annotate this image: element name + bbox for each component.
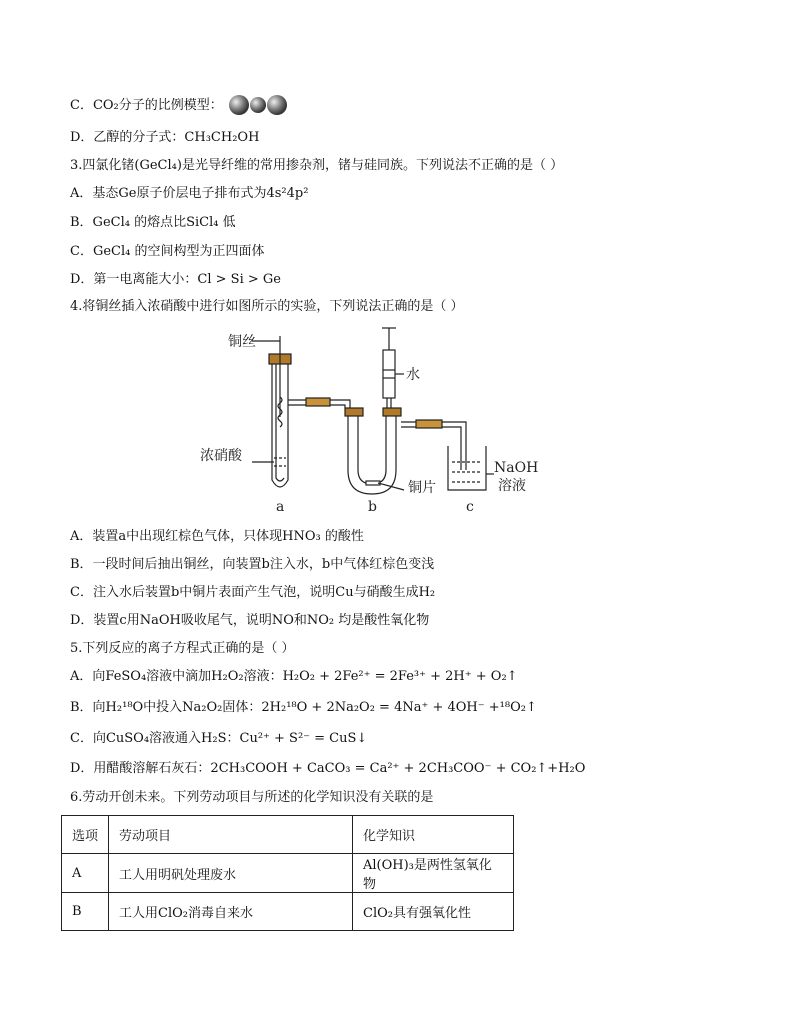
label-conc-nitric-acid: 浓硝酸 xyxy=(200,448,242,464)
table-row xyxy=(62,893,514,931)
table-header-cell: 化学知识 xyxy=(353,816,514,854)
option-c-co2: C．CO₂分子的比例模型： xyxy=(70,98,223,113)
co2-model-image xyxy=(228,93,288,117)
q4-option-c: C．注入水后装置b中铜片表面产生气泡，说明Cu与硝酸生成H₂ xyxy=(70,585,436,600)
question-5: 5.下列反应的离子方程式正确的是（ ） xyxy=(70,641,295,656)
label-b: b xyxy=(368,499,377,515)
option-d-ethanol: D．乙醇的分子式：CH₃CH₂OH xyxy=(70,130,260,145)
q4-option-a: A．装置a中出现红棕色气体，只体现HNO₃ 的酸性 xyxy=(70,529,364,544)
label-water: 水 xyxy=(406,367,420,383)
table-row xyxy=(62,854,514,893)
table-cell: A xyxy=(62,854,109,893)
label-c: c xyxy=(466,499,474,515)
table-cell: 工人用明矾处理废水 xyxy=(109,854,353,893)
table-cell: Al(OH)₃是两性氢氧化物 xyxy=(353,854,514,893)
q3-option-a: A．基态Ge原子价层电子排布式为4s²4p² xyxy=(70,186,309,201)
q3-option-d: D．第一电离能大小：Cl > Si > Ge xyxy=(70,272,281,287)
label-a: a xyxy=(276,499,285,515)
label-copper-sheet: 铜片 xyxy=(408,480,436,496)
table-cell: ClO₂具有强氧化性 xyxy=(353,893,514,931)
label-naoh: NaOH xyxy=(494,460,539,476)
question-4: 4.将铜丝插入浓硝酸中进行如图所示的实验，下列说法正确的是（ ） xyxy=(70,299,464,314)
q5-option-b: B．向H₂¹⁸O中投入Na₂O₂固体：2H₂¹⁸O + 2Na₂O₂ = 4Na⁺ + 4OH⁻ +¹⁸O₂↑ xyxy=(70,700,537,715)
question-6-table xyxy=(61,815,514,931)
q4-option-b: B．一段时间后抽出铜丝，向装置b注入水，b中气体红棕色变浅 xyxy=(70,557,435,572)
table-cell: B xyxy=(62,893,109,931)
apparatus-diagram xyxy=(190,322,560,518)
table-header-cell: 选项 xyxy=(62,816,109,854)
table-header-cell: 劳动项目 xyxy=(109,816,353,854)
table-header-row xyxy=(62,816,514,854)
table-cell: 工人用ClO₂消毒自来水 xyxy=(109,893,353,931)
label-solution: 溶液 xyxy=(498,478,526,494)
question-3: 3.四氯化锗(GeCl₄)是光导纤维的常用掺杂剂，锗与硅同族。下列说法不正确的是（ ） xyxy=(70,158,564,173)
q4-option-d: D．装置c用NaOH吸收尾气，说明NO和NO₂ 均是酸性氧化物 xyxy=(70,613,430,628)
q5-option-d: D．用醋酸溶解石灰石：2CH₃COOH + CaCO₃ = Ca²⁺ + 2CH₃COO⁻ + CO₂↑+H₂O xyxy=(70,761,586,776)
q3-option-c: C．GeCl₄ 的空间构型为正四面体 xyxy=(70,244,265,259)
q3-option-b: B．GeCl₄ 的熔点比SiCl₄ 低 xyxy=(70,215,236,230)
label-copper-wire: 铜丝 xyxy=(228,334,256,350)
question-6: 6.劳动开创未来。下列劳动项目与所述的化学知识没有关联的是 xyxy=(70,790,434,805)
q5-option-a: A．向FeSO₄溶液中滴加H₂O₂溶液：H₂O₂ + 2Fe²⁺ = 2Fe³⁺ + 2H⁺ + O₂↑ xyxy=(70,669,518,684)
q5-option-c: C．向CuSO₄溶液通入H₂S：Cu²⁺ + S²⁻ = CuS↓ xyxy=(70,731,368,746)
